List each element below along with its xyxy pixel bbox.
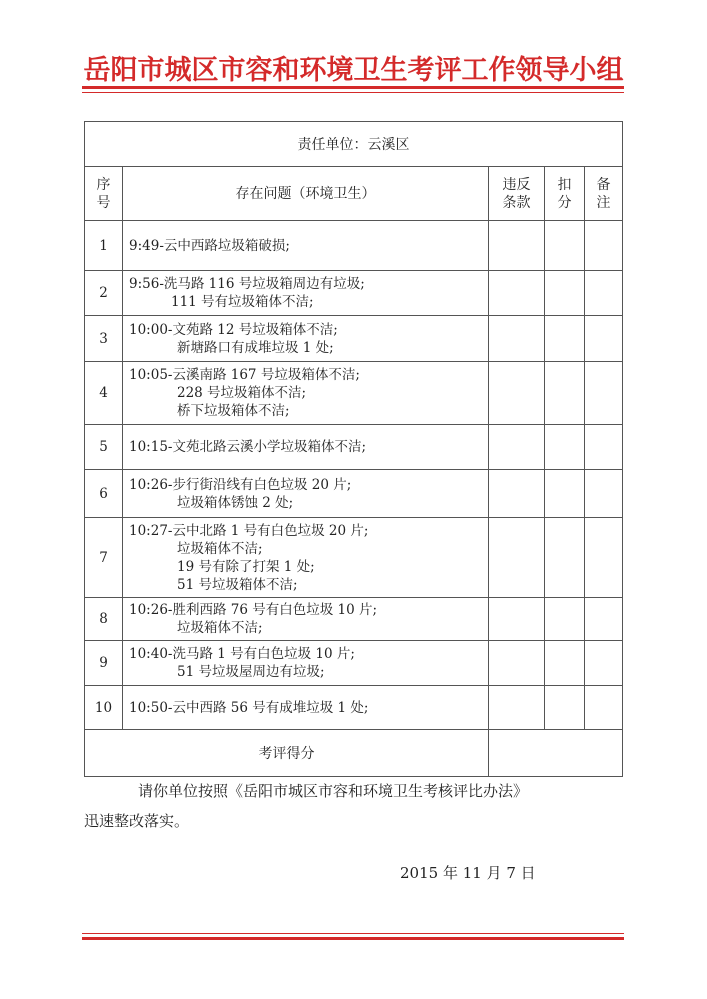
deduct-cell — [545, 641, 585, 686]
issue-line: 9:49-云中西路垃圾箱破损; — [129, 237, 290, 254]
deduct-cell — [545, 470, 585, 518]
col-deduct-header-1: 扣 — [557, 176, 572, 193]
issue-date: 2015 年 11 月 7 日 — [400, 864, 536, 882]
deduct-cell — [545, 686, 585, 730]
table-row — [85, 641, 623, 686]
issue-line: 垃圾箱体不洁; — [177, 620, 263, 636]
col-remark-header — [585, 167, 623, 221]
issue-line: 10:00-文苑路 12 号垃圾箱体不洁; — [129, 321, 338, 338]
row-number: 4 — [85, 362, 123, 425]
remark-cell — [585, 598, 623, 641]
issue-line: 桥下垃圾箱体不洁; — [177, 403, 290, 419]
violation-cell — [489, 598, 545, 641]
col-deduct-header — [545, 167, 585, 221]
issue-line: 111 号有垃圾箱体不洁; — [171, 294, 314, 310]
score-row — [85, 730, 623, 777]
col-seq-header — [85, 167, 123, 221]
remark-cell — [585, 425, 623, 470]
issue-line: 51 号垃圾屋周边有垃圾; — [177, 664, 325, 680]
deduct-cell — [545, 518, 585, 598]
remark-cell — [585, 221, 623, 271]
notice-line-2: 迅速整改落实。 — [84, 812, 190, 830]
row-number: 8 — [85, 598, 123, 641]
issue-cell — [123, 221, 489, 271]
remark-cell — [585, 470, 623, 518]
row-number: 3 — [85, 316, 123, 362]
issue-line: 10:40-洗马路 1 号有白色垃圾 10 片; — [129, 646, 355, 662]
remark-cell — [585, 518, 623, 598]
violation-cell — [489, 686, 545, 730]
deduct-cell — [545, 425, 585, 470]
col-seq-header-1: 序 — [96, 176, 111, 193]
footer-rule-thick — [82, 937, 624, 940]
row-number: 10 — [85, 686, 123, 730]
inspection-table — [84, 121, 623, 777]
violation-cell — [489, 518, 545, 598]
violation-cell — [489, 362, 545, 425]
violation-cell — [489, 641, 545, 686]
row-number: 2 — [85, 271, 123, 316]
header-rule-thick — [82, 86, 624, 89]
issue-cell — [123, 362, 489, 425]
row-number: 7 — [85, 518, 123, 598]
issue-cell — [123, 316, 489, 362]
table-row — [85, 686, 623, 730]
issue-cell — [123, 641, 489, 686]
row-number: 1 — [85, 221, 123, 271]
remark-cell — [585, 362, 623, 425]
rectification-notice — [84, 776, 624, 836]
col-violation-header — [489, 167, 545, 221]
issue-line: 10:50-云中西路 56 号有成堆垃圾 1 处; — [129, 699, 369, 716]
issue-line: 9:56-洗马路 116 号垃圾箱周边有垃圾; — [129, 276, 365, 292]
deduct-cell — [545, 221, 585, 271]
table-row — [85, 221, 623, 271]
table-row — [85, 316, 623, 362]
issue-cell — [123, 686, 489, 730]
table-row — [85, 470, 623, 518]
deduct-cell — [545, 598, 585, 641]
table-row — [85, 518, 623, 598]
footer-rule-thin — [82, 933, 624, 934]
deduct-cell — [545, 316, 585, 362]
col-violation-header-1: 违反 — [502, 176, 531, 193]
row-number: 6 — [85, 470, 123, 518]
violation-cell — [489, 316, 545, 362]
issue-cell — [123, 425, 489, 470]
deduct-cell — [545, 362, 585, 425]
deduct-cell — [545, 271, 585, 316]
issue-line: 19 号有除了打架 1 处; — [177, 558, 315, 575]
table-row — [85, 598, 623, 641]
header-row — [85, 167, 623, 221]
col-remark-header-1: 备 — [596, 176, 611, 193]
violation-cell — [489, 221, 545, 271]
issue-line: 10:26-步行街沿线有白色垃圾 20 片; — [129, 476, 352, 493]
issue-cell — [123, 271, 489, 316]
col-deduct-header-2: 分 — [557, 194, 572, 211]
issue-line: 10:05-云溪南路 167 号垃圾箱体不洁; — [129, 367, 360, 383]
remark-cell — [585, 271, 623, 316]
issue-cell — [123, 518, 489, 598]
table-row — [85, 271, 623, 316]
issue-line: 垃圾箱体锈蚀 2 处; — [177, 494, 294, 511]
issue-cell — [123, 470, 489, 518]
violation-cell — [489, 271, 545, 316]
remark-cell — [585, 686, 623, 730]
issue-line: 10:26-胜利西路 76 号有白色垃圾 10 片; — [129, 602, 378, 618]
issue-line: 10:27-云中北路 1 号有白色垃圾 20 片; — [129, 522, 369, 539]
remark-cell — [585, 316, 623, 362]
unit-row — [85, 122, 623, 167]
score-label: 考评得分 — [85, 730, 489, 777]
issue-line: 228 号垃圾箱体不洁; — [177, 385, 307, 401]
remark-cell — [585, 641, 623, 686]
row-number: 9 — [85, 641, 123, 686]
issue-line: 垃圾箱体不洁; — [177, 540, 263, 557]
score-value — [489, 730, 623, 777]
notice-line-1: 请你单位按照《岳阳市城区市容和环境卫生考核评比办法》 — [138, 782, 529, 800]
issue-line: 10:15-文苑北路云溪小学垃圾箱体不洁; — [129, 439, 367, 455]
col-issue-header: 存在问题（环境卫生） — [123, 167, 489, 221]
col-seq-header-2: 号 — [96, 194, 111, 211]
issue-cell — [123, 598, 489, 641]
violation-cell — [489, 470, 545, 518]
table-row — [85, 425, 623, 470]
col-violation-header-2: 条款 — [502, 194, 531, 211]
issue-line: 51 号垃圾箱体不洁; — [177, 576, 298, 593]
col-remark-header-2: 注 — [596, 194, 611, 211]
violation-cell — [489, 425, 545, 470]
issue-line: 新塘路口有成堆垃圾 1 处; — [177, 339, 334, 356]
table-row — [85, 362, 623, 425]
header-rule-thin — [82, 92, 624, 93]
row-number: 5 — [85, 425, 123, 470]
responsible-unit: 责任单位：云溪区 — [85, 122, 623, 167]
document-title: 岳阳市城区市容和环境卫生考评工作领导小组 — [83, 55, 624, 86]
